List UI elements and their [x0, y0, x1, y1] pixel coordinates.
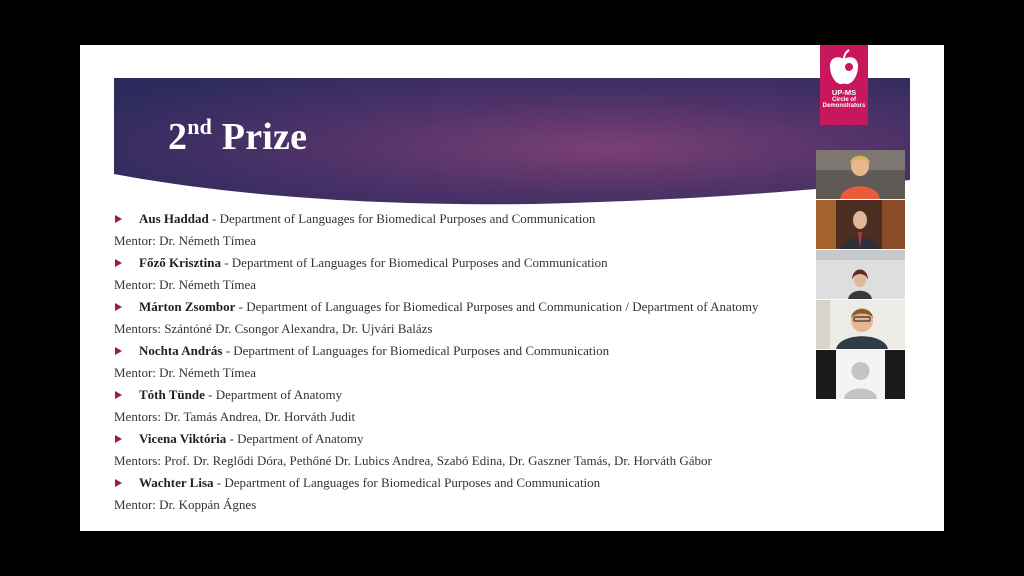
bullet-arrow-icon: [115, 391, 122, 399]
logo-line-1: UP-MS: [831, 88, 857, 97]
mentor-line: Mentor: Dr. Németh Tímea: [114, 233, 257, 248]
mentor-line: Mentor: Dr. Koppán Ágnes: [114, 497, 257, 512]
mentor-line: Mentor: Dr. Németh Tímea: [114, 365, 257, 380]
slide-title: 2nd Prize: [168, 114, 308, 158]
list-item: Wachter Lisa - Department of Languages for Biomedical Purposes and Communication: [114, 472, 834, 494]
participant-video-2[interactable]: [816, 200, 905, 249]
bullet-arrow-icon: [115, 479, 122, 487]
list-item: Vicena Viktória - Department of Anatomy: [114, 428, 834, 450]
bullet-arrow-icon: [115, 347, 122, 355]
list-item: Főző Krisztina - Department of Languages for Biomedical Purposes and Communication: [114, 252, 834, 274]
mentor-line: Mentors: Szántóné Dr. Csongor Alexandra, Dr. Ujvári Balázs: [114, 321, 433, 336]
mentor-line: Mentors: Prof. Dr. Reglődi Dóra, Pethőné Dr. Lubics Andrea, Szabó Edina, Dr. Gaszner Tamás, Dr. Horváth Gábor: [114, 453, 712, 468]
bullet-arrow-icon: [115, 303, 122, 311]
bullet-arrow-icon: [115, 435, 122, 443]
list-item: Márton Zsombor - Department of Languages for Biomedical Purposes and Communication / Department of Anatomy: [114, 296, 834, 318]
participant-video-1[interactable]: [816, 150, 905, 199]
list-item: Tóth Tünde - Department of Anatomy: [114, 384, 834, 406]
presentation-slide: [80, 45, 944, 531]
prize-list: [114, 208, 834, 516]
bullet-arrow-icon: [115, 259, 122, 267]
participant-video-4[interactable]: [816, 300, 905, 349]
apple-logo-icon: [827, 49, 861, 87]
mentor-line: Mentor: Dr. Németh Tímea: [114, 277, 257, 292]
list-item: Aus Haddad - Department of Languages for Biomedical Purposes and Communication: [114, 208, 834, 230]
mentor-line: Mentors: Dr. Tamás Andrea, Dr. Horváth Judit: [114, 409, 356, 424]
up-ms-logo: [820, 45, 868, 125]
bullet-arrow-icon: [115, 215, 122, 223]
logo-line-3: Demonstrators: [822, 103, 866, 110]
logo-line-2: Circle of: [831, 96, 856, 103]
participant-video-3[interactable]: [816, 250, 905, 299]
video-participants-panel: [816, 150, 905, 400]
participant-avatar-tile[interactable]: [816, 350, 905, 399]
list-item: Nochta András - Department of Languages for Biomedical Purposes and Communication: [114, 340, 834, 362]
